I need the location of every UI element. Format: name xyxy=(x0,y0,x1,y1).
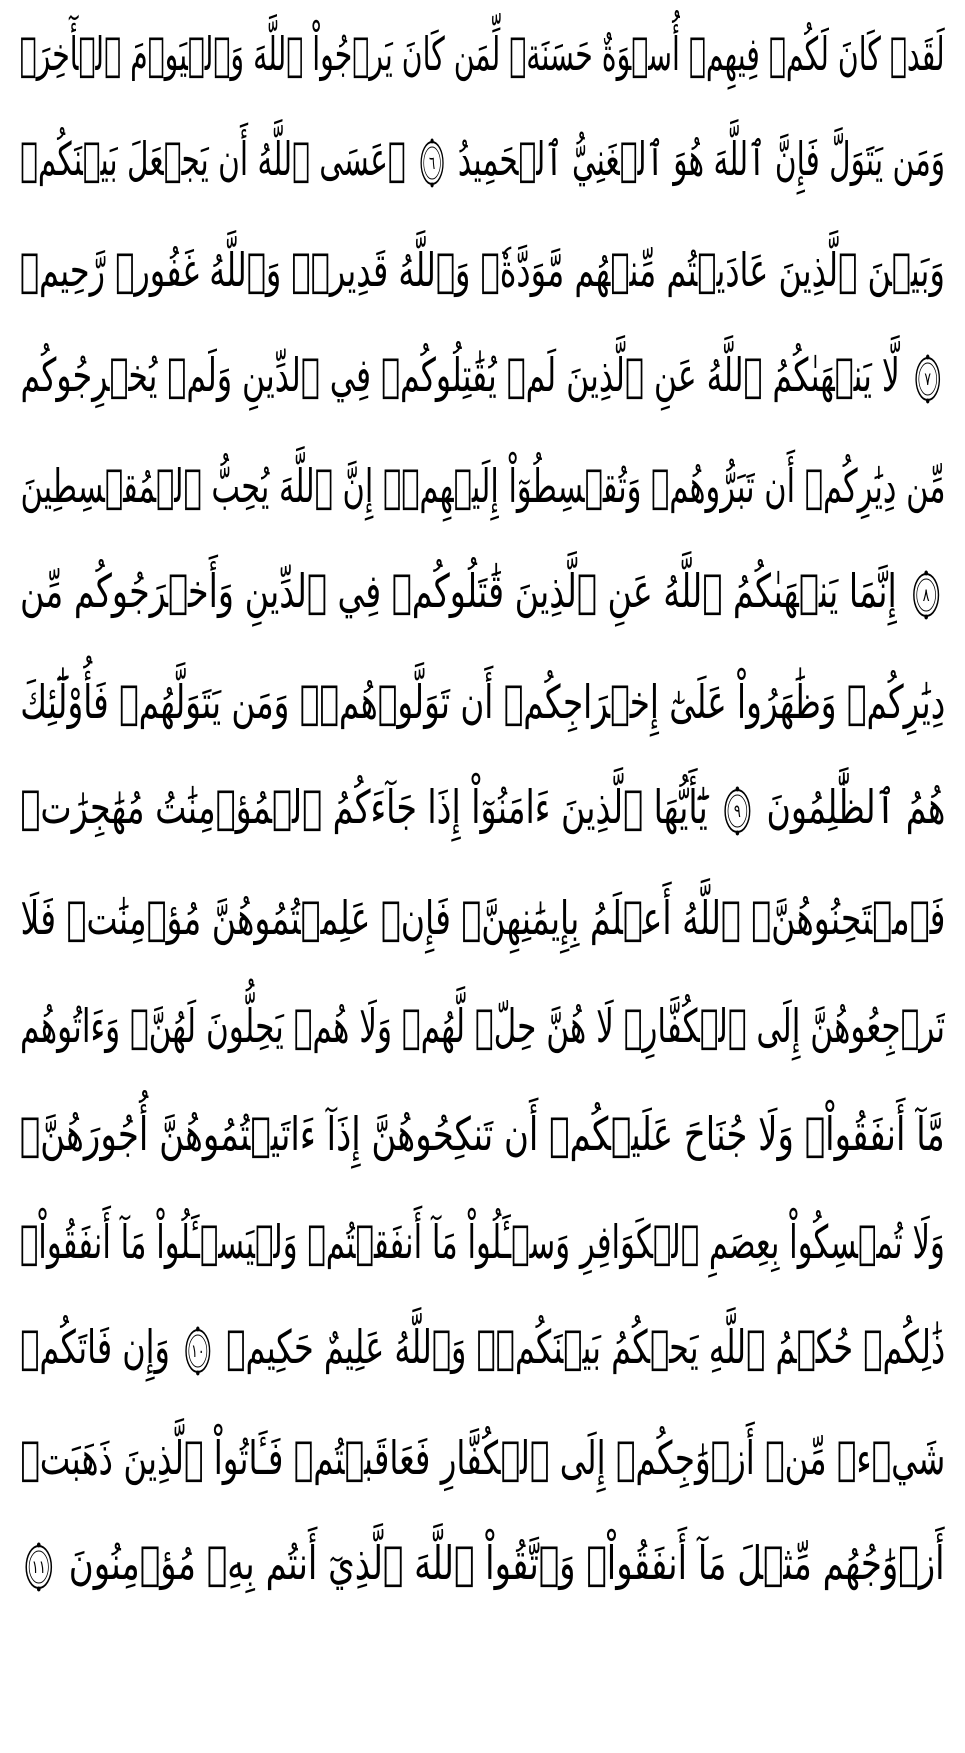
text-line-1 xyxy=(20,0,945,108)
text-line-10 xyxy=(20,972,945,1080)
verse-number: ١١ xyxy=(32,1555,47,1578)
line-text: تَرۡجِعُوهُنَّ إِلَى ٱلۡكُفَّارِۖ لَا هُنَّ حِلّٞ لَّهُمۡ وَلَا هُمۡ يَحِلُّونَ لَهُنَّۖ وَءَاتُوهُم xyxy=(20,999,945,1053)
verse-number: ٦ xyxy=(428,152,435,174)
line-text: مَّآ أَنفَقُواْۚ وَلَا جُنَاحَ عَلَيۡكُمۡ أَن تَنكِحُوهُنَّ إِذَآ ءَاتَيۡتُمُوهُنَّ أُجُورَهُنَّۚ xyxy=(20,1107,945,1161)
line-text: لَقَدۡ كَانَ لَكُمۡ فِيهِمۡ أُسۡوَةٌ حَسَنَةٞ لِّمَن كَانَ يَرۡجُواْ ٱللَّهَ وَٱلۡيَوۡمَ ٱلۡأٓخِرَۚ xyxy=(20,27,945,81)
line-text: ذَٰلِكُمۡ حُكۡمُ ٱللَّهِ يَحۡكُمُ بَيۡنَكُمۡۖ وَٱللَّهُ عَلِيمٌ حَكِيمٞ ١٠ وَإِن فَاتَكُمۡ xyxy=(20,1320,945,1375)
line-text: فَٱمۡتَحِنُوهُنَّۖ ٱللَّهُ أَعۡلَمُ بِإِيمَٰنِهِنَّۖ فَإِنۡ عَلِمۡتُمُوهُنَّ مُؤۡمِنَٰتٖ فَلَا xyxy=(20,891,945,945)
text-line-8 xyxy=(20,756,945,864)
line-text: ٧ لَّا يَنۡهَىٰكُمُ ٱللَّهُ عَنِ ٱلَّذِينَ لَمۡ يُقَٰتِلُوكُمۡ فِي ٱلدِّينِ وَلَمۡ يُخۡرِجُوكُم xyxy=(20,352,945,404)
text-line-6 xyxy=(20,540,945,648)
verse-number-marker xyxy=(24,1542,54,1592)
line-text: شَيۡءٞ مِّنۡ أَزۡوَٰجِكُمۡ إِلَى ٱلۡكُفَّارِ فَعَاقَبۡتُمۡ فَـَٔاتُواْ ٱلَّذِينَ ذَهَبَتۡ xyxy=(20,1431,945,1485)
line-text: مِّن دِيَٰرِكُمۡ أَن تَبَرُّوهُمۡ وَتُقۡسِطُوٓاْ إِلَيۡهِمۡۚ إِنَّ ٱللَّهَ يُحِبُّ ٱلۡمُقۡسِطِينَ xyxy=(20,459,945,513)
verse-number-marker xyxy=(722,786,751,836)
line-text: دِيَٰرِكُمۡ وَظَٰهَرُواْ عَلَىٰٓ إِخۡرَاجِكُمۡ أَن تَوَلَّوۡهُمۡۚ وَمَن يَتَوَلَّهُمۡ فَأُوْلَٰٓئِكَ xyxy=(20,675,945,729)
verse-ornament-icon xyxy=(722,786,751,836)
text-line-12 xyxy=(20,1188,945,1296)
line-text: ٨ إِنَّمَا يَنۡهَىٰكُمُ ٱللَّهُ عَنِ ٱلَّذِينَ قَٰتَلُوكُمۡ فِي ٱلدِّينِ وَأَخۡرَجُوكُم مِّن xyxy=(20,568,945,620)
verse-number-marker xyxy=(419,138,445,188)
text-line-15 xyxy=(20,1512,945,1620)
text-line-5 xyxy=(20,432,945,540)
verse-ornament-icon xyxy=(914,354,941,404)
line-text: وَمَن يَتَوَلَّ فَإِنَّ ٱللَّهَ هُوَ ٱلۡغَنِيُّ ٱلۡحَمِيدُ ٦ ۞عَسَى ٱللَّهُ أَن يَجۡعَلَ بَيۡنَكُمۡ xyxy=(20,132,945,187)
verse-number: ١٠ xyxy=(191,1340,205,1362)
verse-number: ٨ xyxy=(922,583,930,606)
line-text: وَلَا تُمۡسِكُواْ بِعِصَمِ ٱلۡكَوَافِرِ وَسۡـَٔلُواْ مَآ أَنفَقۡتُمۡ وَلۡيَسۡـَٔلُواْ مَآ أَنفَقُواْۚ xyxy=(20,1215,945,1269)
verse-ornament-icon xyxy=(419,138,445,188)
verse-number: ٧ xyxy=(923,368,931,390)
verse-number-marker xyxy=(184,1326,212,1376)
text-line-13 xyxy=(20,1296,945,1404)
text-line-3 xyxy=(20,216,945,324)
line-text: أَزۡوَٰجُهُم مِّثۡلَ مَآ أَنفَقُواْۚ وَٱتَّقُواْ ٱللَّهَ ٱلَّذِيٓ أَنتُم بِهِۦ مُؤۡمِنُونَ ١١ xyxy=(20,1540,945,1592)
text-line-4 xyxy=(20,324,945,432)
text-line-14 xyxy=(20,1404,945,1512)
text-line-7 xyxy=(20,648,945,756)
line-text: هُمُ ٱلظَّٰلِمُونَ ٩ يَٰٓأَيُّهَا ٱلَّذِينَ ءَامَنُوٓاْ إِذَا جَآءَكُمُ ٱلۡمُؤۡمِنَٰتُ مُهَٰجِرَٰتٖ xyxy=(20,780,945,835)
verse-number-marker xyxy=(912,570,941,620)
line-text: وَبَيۡنَ ٱلَّذِينَ عَادَيۡتُم مِّنۡهُم مَّوَدَّةٗۚ وَٱللَّهُ قَدِيرٞۚ وَٱللَّهُ غَفُورٞ رَّحِيمٞ xyxy=(20,243,945,297)
verse-ornament-icon xyxy=(912,570,941,620)
text-line-2 xyxy=(20,108,945,216)
verse-ornament-icon xyxy=(24,1542,54,1592)
text-line-11 xyxy=(20,1080,945,1188)
text-line-9 xyxy=(20,864,945,972)
verse-number-marker xyxy=(914,354,941,404)
verse-number: ٩ xyxy=(733,799,741,822)
verse-ornament-icon xyxy=(184,1326,212,1376)
